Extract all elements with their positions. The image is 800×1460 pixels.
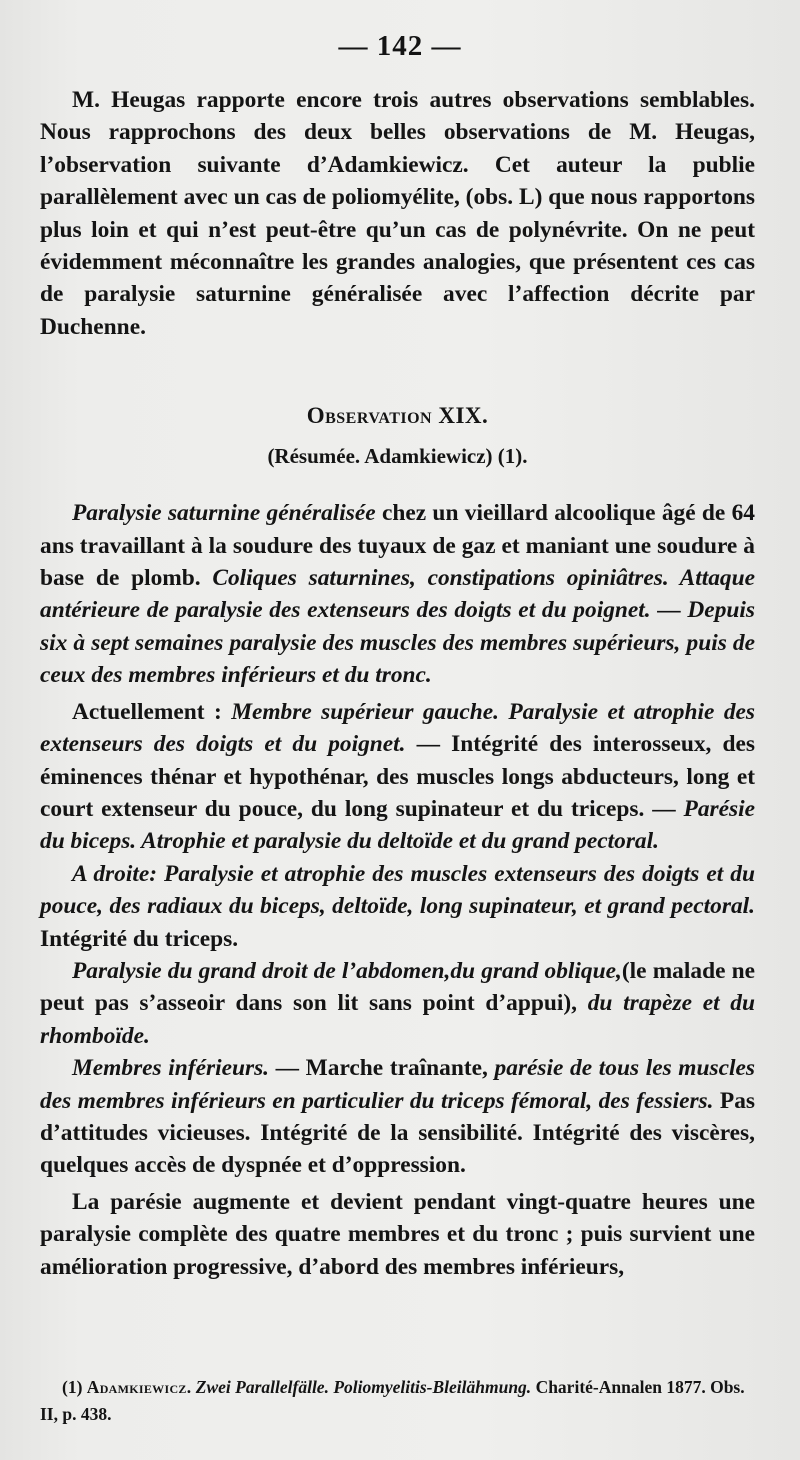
inferieurs-text-1: — Marche traînante, — [269, 1055, 495, 1082]
abdomen-italic-1: Paralysie du grand droit de l’abdomen,du grand oblique, — [72, 957, 622, 984]
droite-italic: A droite: Paralysie et atrophie des muscles extenseurs des doigts et du pouce, des radiaux du biceps, deltoïde, long supinateur, et grand pectoral. — [40, 860, 755, 920]
abdomen-italic-2: du trapèze et du rhomboïde. — [40, 990, 755, 1049]
inferieurs-paragraph — [40, 1052, 755, 1182]
actuellement-lead: Actuellement : — [72, 698, 232, 725]
inferieurs-text-2: Pas d’attitudes vicieuses. Intégrité de la sensibilité. Intégrité des viscères, quelques accès de dyspnée et d’oppression. — [40, 1087, 755, 1179]
abdomen-text: (le malade ne peut pas s’asseoir dans son lit sans point d’appui), — [40, 957, 755, 1017]
page-number: — 142 — — [338, 30, 462, 62]
droite-paragraph — [40, 858, 755, 955]
footnote-source: Charité-Annalen 1877. Obs. II, p. 438. — [40, 1377, 745, 1424]
actuellement-text-1: — Intégrité des interosseux, des éminences thénar et hypothénar, des muscles longs abducteurs, long et court extenseur du pouce, du long supinateur et du triceps. — — [40, 731, 755, 822]
actuellement-paragraph — [40, 696, 755, 858]
inferieurs-italic-2: parésie de tous les muscles des membres inférieurs en particulier du triceps fémoral, des fessiers. — [40, 1055, 755, 1114]
abdomen-paragraph — [40, 955, 755, 1052]
droite-text: Intégrité du triceps. — [40, 925, 239, 952]
footnote — [40, 1374, 755, 1428]
observation-subtitle: (Résumée. Adamkiewicz) (1). — [267, 444, 528, 469]
actuellement-italic-1: Membre supérieur gauche. Paralysie et atrophie des extenseurs des doigts et du poignet. — [40, 698, 755, 758]
footnote-author: Adamkiewicz. — [86, 1377, 192, 1397]
summary-text-1: chez un vieillard alcoolique âgé de 64 ans travaillant à la soudure des tuyaux de gaz et maniant une soudure à base de plomb. — [40, 500, 756, 592]
footnote-marker: (1) — [62, 1377, 87, 1397]
summary-paragraph — [40, 497, 755, 691]
summary-italic-2: Coliques saturnines, constipations opiniâtres. Attaque antérieure de paralysie des extenseurs des doigts et du poignet. — Depuis six à sept semaines paralysie des muscles des membres supérieurs, puis de ceux des membres inférieurs et du tronc. — [40, 565, 755, 689]
final-paragraph: La parésie augmente et devient pendant vingt-quatre heures une paralysie complète des quatre membres et du tronc ; puis survient une amélioration progressive, d’abord des membres inférieurs, — [40, 1188, 755, 1280]
summary-italic-1: Paralysie saturnine généralisée — [72, 500, 376, 527]
footnote-title: Zwei Parallelfälle. Poliomyelitis-Bleilähmung. — [191, 1377, 532, 1397]
intro-paragraph: M. Heugas rapporte encore trois autres observations semblables. Nous rapprochons des deux belles observations de M. Heugas, l’observation suivante d’Adamkiewicz. Cet auteur la publie parallèlement avec un cas de poliomyélite, (obs. L) que nous rapportons plus loin et qui n’est peut-être qu’un cas de polynévrite. On ne peut évidemment méconnaître les grandes analogies, que présentent ces cas de paralysie saturnine généralisée avec l’affection décrite par Duchenne. — [40, 87, 755, 340]
observation-title: Observation XIX. — [306, 403, 489, 429]
page-body — [40, 84, 755, 1283]
inferieurs-italic-1: Membres inférieurs. — [72, 1055, 270, 1082]
actuellement-italic-2: Parésie du biceps. Atrophie et paralysie du deltoïde et du grand pectoral. — [40, 795, 755, 855]
